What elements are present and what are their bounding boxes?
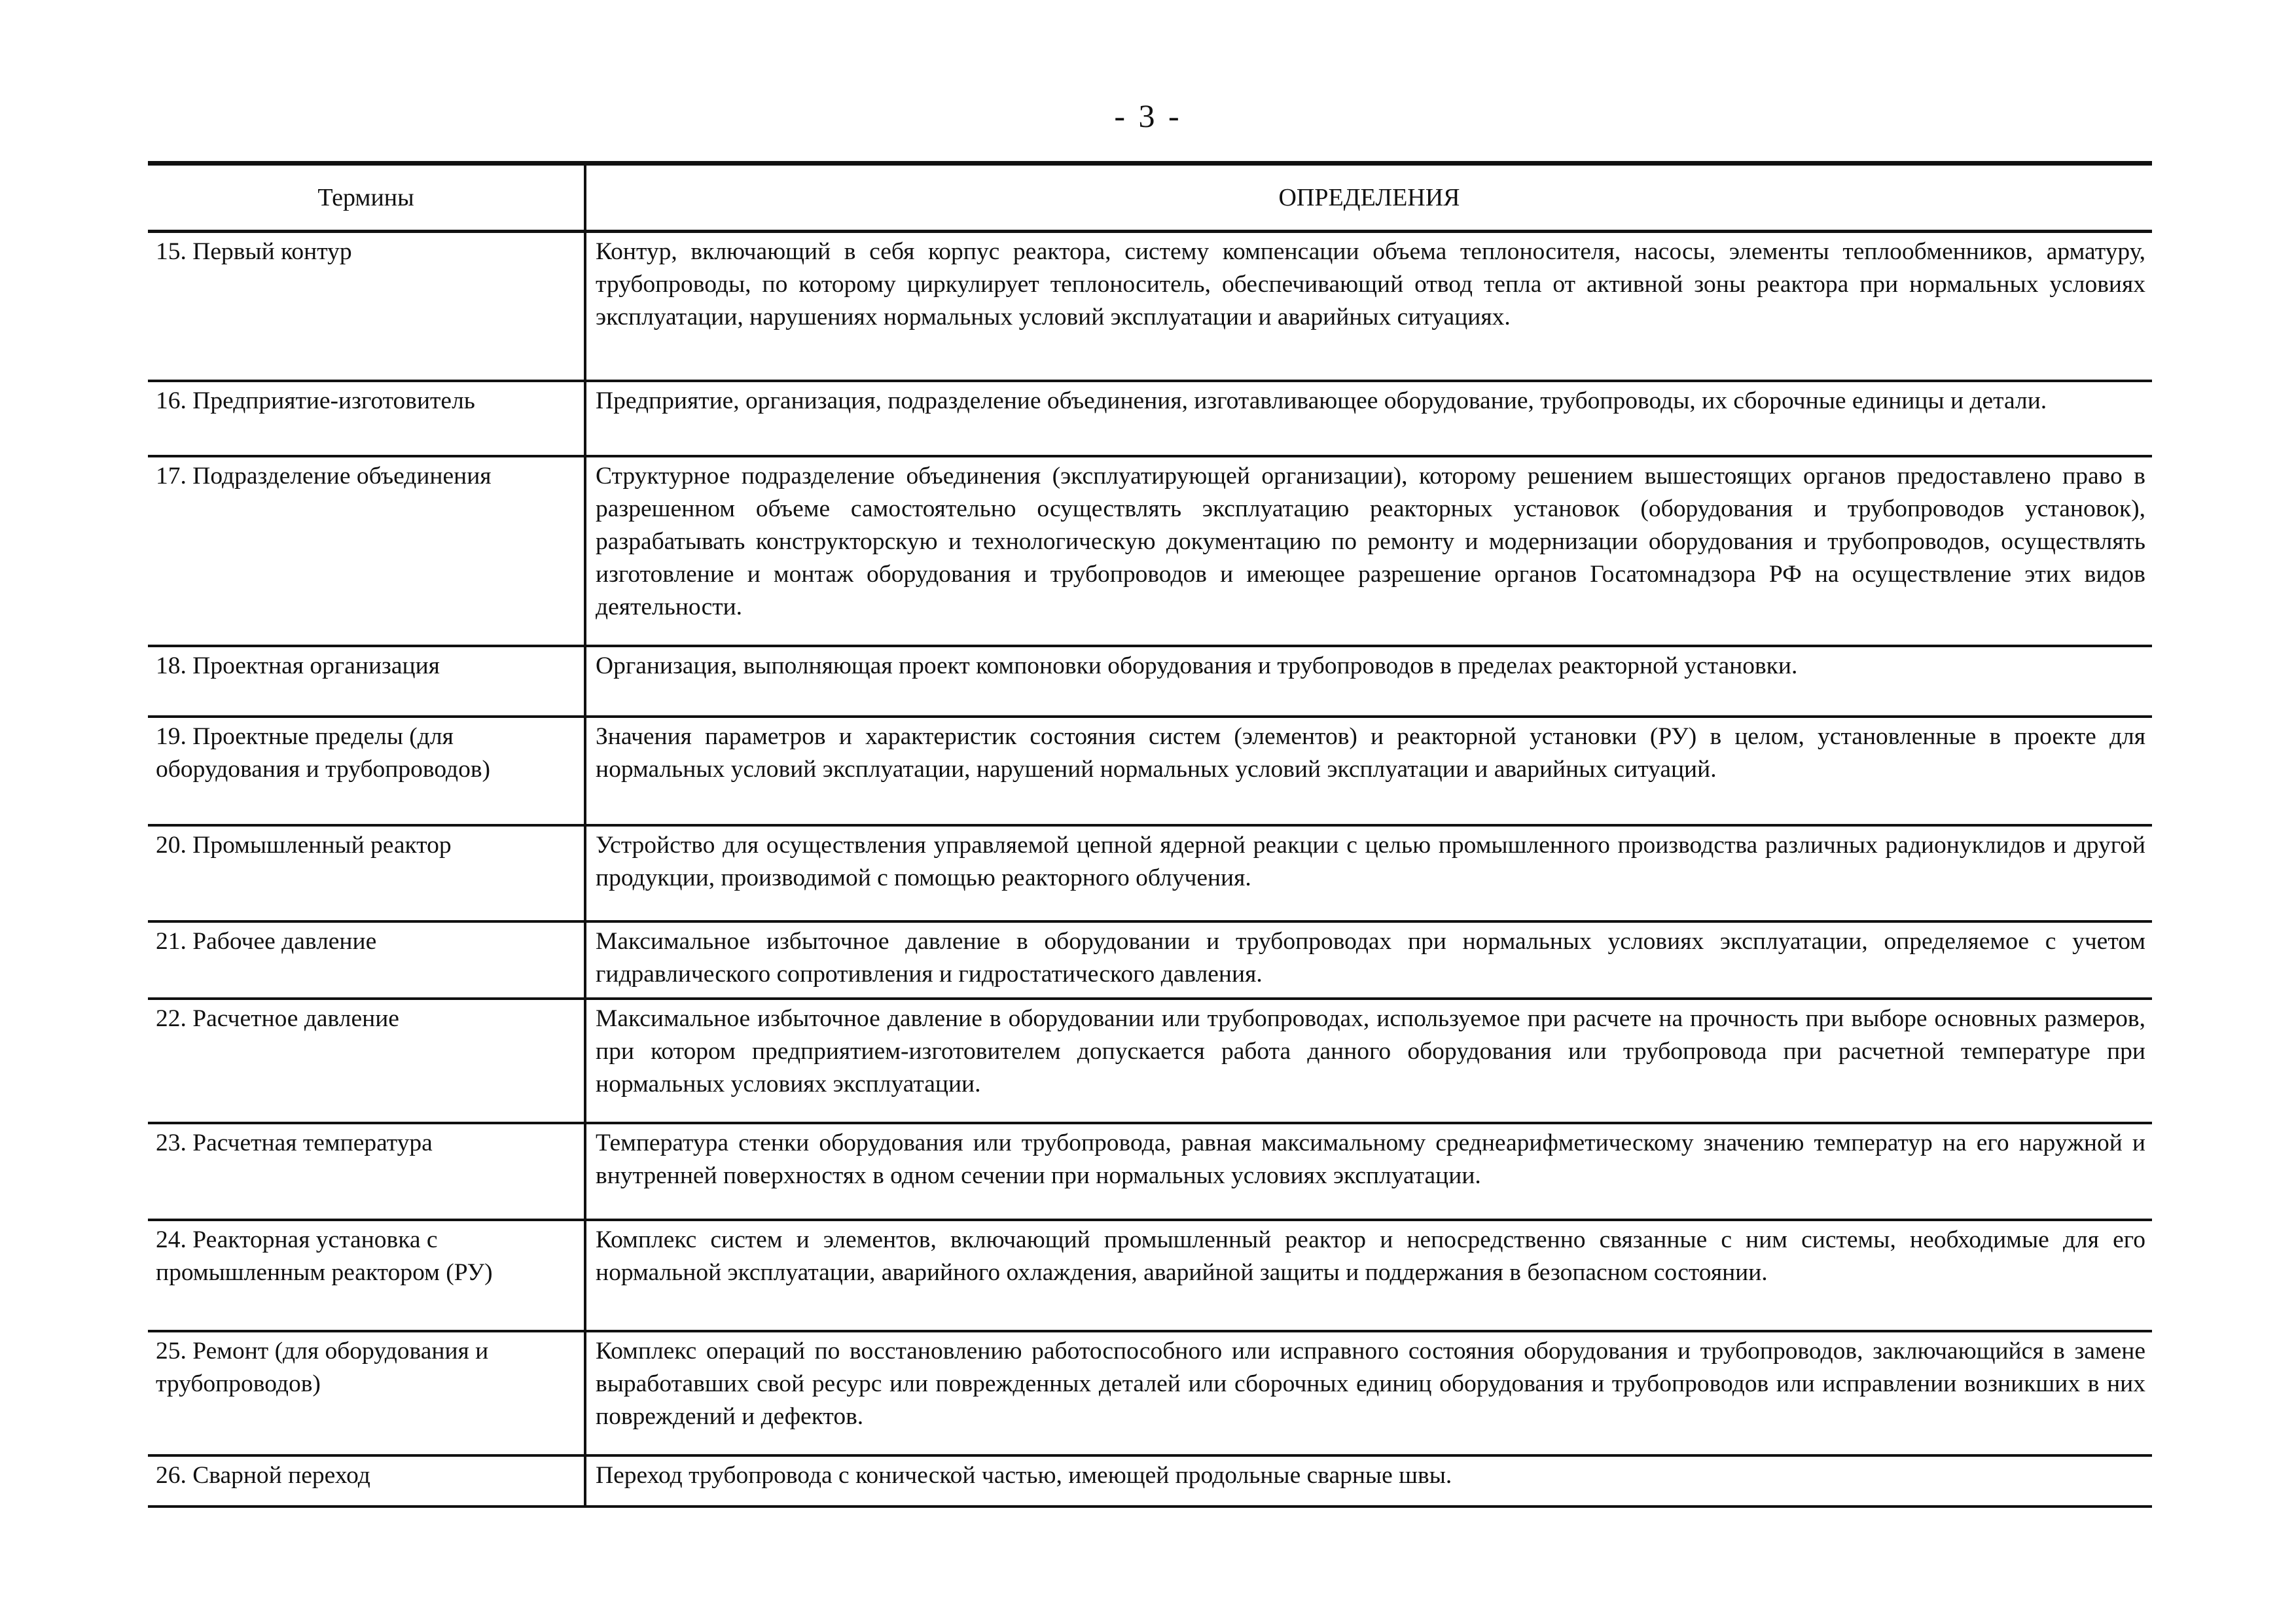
term-cell: 16. Предприятие-изготовитель: [148, 381, 585, 456]
definition-cell: Организация, выполняющая проект компоновки оборудования и трубопроводов в пределах реакторной установки.: [585, 646, 2152, 717]
table-row: [148, 999, 2152, 1123]
table-row: [148, 717, 2152, 825]
table-row: [148, 381, 2152, 456]
table-row: [148, 232, 2152, 381]
header-definitions: ОПРЕДЕЛЕНИЯ: [585, 164, 2152, 232]
term-cell: 17. Подразделение объединения: [148, 456, 585, 646]
page-number: - 3 -: [1114, 98, 1182, 134]
term-cell: 19. Проектные пределы (для оборудования и трубопроводов): [148, 717, 585, 825]
term-cell: 26. Сварной переход: [148, 1455, 585, 1507]
term-cell: 18. Проектная организация: [148, 646, 585, 717]
term-cell: 25. Ремонт (для оборудования и трубопроводов): [148, 1331, 585, 1455]
table-row: [148, 456, 2152, 646]
table-row: [148, 646, 2152, 717]
definition-cell: Контур, включающий в себя корпус реактора, систему компенсации объема теплоносителя, насосы, элементы теплообменников, арматуру, трубопроводы, по которому циркулирует теплоноситель, обеспечивающий отвод тепла от активной зоны реактора при нормальных условиях эксплуатации, нарушениях нормальных условий эксплуатации и аварийных ситуациях.: [585, 232, 2152, 381]
table-row: [148, 1331, 2152, 1455]
table-row: [148, 1123, 2152, 1220]
definition-cell: Структурное подразделение объединения (эксплуатирующей организации), которому решением вышестоящих органов предоставлено право в разрешенном объеме самостоятельно осуществлять эксплуатацию реакторных установок (оборудования и трубопроводов установок), разрабатывать конструкторскую и технологическую документацию по ремонту и модернизации оборудования и трубопроводов, осуществлять изготовление и монтаж оборудования и трубопроводов и имеющее разрешение органов Госатомнадзора РФ на осуществление этих видов деятельности.: [585, 456, 2152, 646]
definition-cell: Предприятие, организация, подразделение объединения, изготавливающее оборудование, трубопроводы, их сборочные единицы и детали.: [585, 381, 2152, 456]
term-cell: 15. Первый контур: [148, 232, 585, 381]
definition-cell: Температура стенки оборудования или трубопровода, равная максимальному среднеарифметическому значению температур на его наружной и внутренней поверхностях в одном сечении при нормальных условиях эксплуатации.: [585, 1123, 2152, 1220]
terms-table: [148, 161, 2152, 1508]
table-row: [148, 825, 2152, 921]
definition-cell: Переход трубопровода с конической частью, имеющей продольные сварные швы.: [585, 1455, 2152, 1507]
term-cell: 23. Расчетная температура: [148, 1123, 585, 1220]
header-terms: Термины: [148, 164, 585, 232]
definition-cell: Комплекс систем и элементов, включающий промышленный реактор и непосредственно связанные с ним системы, необходимые для его нормальной эксплуатации, аварийного охлаждения, аварийной защиты и поддержания в безопасном состоянии.: [585, 1220, 2152, 1331]
table-row: [148, 921, 2152, 999]
table-row: [148, 1455, 2152, 1507]
term-cell: 20. Промышленный реактор: [148, 825, 585, 921]
definition-cell: Максимальное избыточное давление в оборудовании и трубопроводах при нормальных условиях эксплуатации, определяемое с учетом гидравлического сопротивления и гидростатического давления.: [585, 921, 2152, 999]
definition-cell: Устройство для осуществления управляемой цепной ядерной реакции с целью промышленного производства различных радионуклидов и другой продукции, производимой с помощью реакторного облучения.: [585, 825, 2152, 921]
definition-cell: Значения параметров и характеристик состояния систем (элементов) и реакторной установки (РУ) в целом, установленные в проекте для нормальных условий эксплуатации, нарушений нормальных условий эксплуатации и аварийных ситуаций.: [585, 717, 2152, 825]
term-cell: 22. Расчетное давление: [148, 999, 585, 1123]
term-cell: 24. Реакторная установка с промышленным реактором (РУ): [148, 1220, 585, 1331]
table-header-row: [148, 164, 2152, 232]
table-row: [148, 1220, 2152, 1331]
definition-cell: Максимальное избыточное давление в оборудовании или трубопроводах, используемое при расчете на прочность при выборе основных размеров, при котором предприятием-изготовителем допускается работа данного оборудования или трубопровода при расчетной температуре при нормальных условиях эксплуатации.: [585, 999, 2152, 1123]
term-cell: 21. Рабочее давление: [148, 921, 585, 999]
definition-cell: Комплекс операций по восстановлению работоспособного или исправного состояния оборудования и трубопроводов, заключающийся в замене выработавших свой ресурс или поврежденных деталей или сборочных единиц оборудования и трубопроводов или исправлении возникших в них повреждений и дефектов.: [585, 1331, 2152, 1455]
